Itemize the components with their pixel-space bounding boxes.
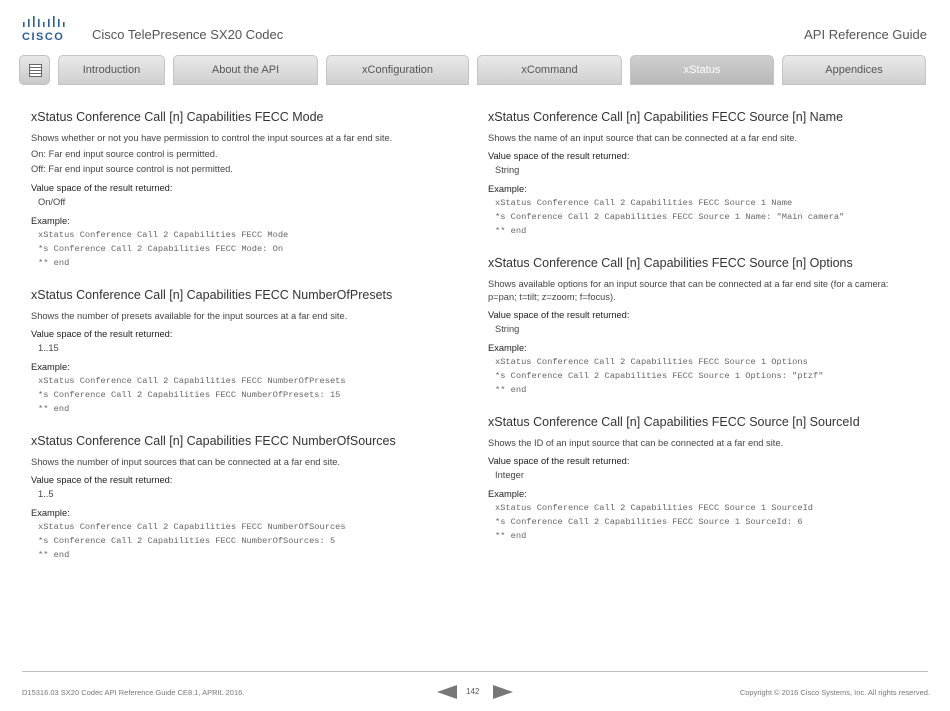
code-line: xStatus Conference Call 2 Capabilities FECC Mode: [38, 230, 289, 240]
section-description: Shows whether or not you have permission to control the input sources at a far end site.: [31, 133, 393, 143]
code-line: xStatus Conference Call 2 Capabilities FECC NumberOfSources: [38, 522, 346, 532]
section-description: Shows the number of presets available for the input sources at a far end site.: [31, 311, 348, 321]
section-note: On: Far end input source control is permitted.: [31, 149, 218, 159]
value-space-value: Integer: [495, 470, 524, 480]
code-line: *s Conference Call 2 Capabilities FECC NumberOfSources: 5: [38, 536, 336, 546]
value-space-value: On/Off: [38, 197, 66, 207]
code-line: *s Conference Call 2 Capabilities FECC Source 1 SourceId: 6: [495, 517, 803, 527]
section-description: Shows the ID of an input source that can be connected at a far end site.: [488, 438, 784, 448]
value-space-value: 1..5: [38, 489, 54, 499]
footer-doc-id: D15316.03 SX20 Codec API Reference Guide CE8.1, APRIL 2016.: [22, 688, 245, 697]
code-line: ** end: [495, 226, 527, 236]
code-line: *s Conference Call 2 Capabilities FECC Mode: On: [38, 244, 284, 254]
code-line: xStatus Conference Call 2 Capabilities FECC Source 1 Name: [495, 198, 793, 208]
example-label: Example:: [31, 508, 70, 518]
doc-title: Cisco TelePresence SX20 Codec: [92, 27, 284, 42]
example-label: Example:: [488, 184, 527, 194]
example-label: Example:: [31, 362, 70, 372]
section-fecc-mode: [31, 110, 451, 270]
section-title: xStatus Conference Call [n] Capabilities FECC NumberOfPresets: [31, 288, 393, 302]
example-label: Example:: [31, 216, 70, 226]
example-label: Example:: [488, 489, 527, 499]
menu-icon: [29, 64, 42, 77]
code-line: *s Conference Call 2 Capabilities FECC Source 1 Name: "Main camera": [495, 212, 845, 222]
right-column: [488, 110, 898, 561]
section-title: xStatus Conference Call [n] Capabilities FECC NumberOfSources: [31, 434, 396, 448]
value-space-label: Value space of the result returned:: [31, 183, 173, 193]
code-line: xStatus Conference Call 2 Capabilities FECC Source 1 SourceId: [495, 503, 814, 513]
value-space-value: 1..15: [38, 343, 59, 353]
tab-appendices[interactable]: Appendices: [782, 55, 926, 85]
value-space-label: Value space of the result returned:: [488, 151, 630, 161]
toc-button[interactable]: [19, 55, 50, 85]
section-description: Shows available options for an input source that can be connected at a far end site (for a camera: p=pan; t=tilt; z=zoom; f=focus).: [488, 279, 889, 302]
value-space-label: Value space of the result returned:: [31, 329, 173, 339]
code-line: ** end: [38, 404, 70, 414]
tab-introduction[interactable]: Introduction: [58, 55, 165, 85]
section-note: Off: Far end input source control is not permitted.: [31, 164, 233, 174]
value-space-label: Value space of the result returned:: [31, 475, 173, 485]
example-label: Example:: [488, 343, 527, 353]
code-line: xStatus Conference Call 2 Capabilities FECC NumberOfPresets: [38, 376, 346, 386]
value-space-value: String: [495, 165, 520, 175]
section-fecc-number-of-presets: [31, 288, 451, 416]
section-title: xStatus Conference Call [n] Capabilities FECC Source [n] SourceId: [488, 415, 860, 429]
code-line: ** end: [38, 550, 70, 560]
section-fecc-source-options: [488, 256, 898, 397]
code-line: *s Conference Call 2 Capabilities FECC NumberOfPresets: 15: [38, 390, 341, 400]
tab-navigation: [0, 55, 950, 85]
left-column: [31, 110, 451, 580]
next-page-arrow-icon[interactable]: [493, 685, 513, 699]
tab-about-the-api[interactable]: About the API: [173, 55, 318, 85]
section-description: Shows the number of input sources that can be connected at a far end site.: [31, 457, 341, 467]
cisco-bridge-icon: [22, 15, 66, 29]
value-space-value: String: [495, 324, 520, 334]
previous-page-arrow-icon[interactable]: [437, 685, 457, 699]
cisco-wordmark: CISCO: [22, 31, 65, 43]
code-line: xStatus Conference Call 2 Capabilities FECC Source 1 Options: [495, 357, 808, 367]
code-line: ** end: [495, 531, 527, 541]
cisco-logo: [22, 15, 66, 41]
footer-copyright: Copyright © 2016 Cisco Systems, Inc. All rights reserved.: [739, 688, 930, 697]
guide-title: API Reference Guide: [804, 27, 927, 42]
tab-xstatus[interactable]: xStatus: [630, 55, 774, 85]
code-line: ** end: [38, 258, 70, 268]
section-fecc-source-sourceid: [488, 415, 898, 543]
section-description: Shows the name of an input source that can be connected at a far end site.: [488, 133, 798, 143]
value-space-label: Value space of the result returned:: [488, 456, 630, 466]
footer-divider: [22, 671, 928, 672]
code-line: *s Conference Call 2 Capabilities FECC Source 1 Options: "ptzf": [495, 371, 824, 381]
header: [0, 0, 950, 50]
section-title: xStatus Conference Call [n] Capabilities FECC Source [n] Options: [488, 256, 853, 270]
code-line: ** end: [495, 385, 527, 395]
section-title: xStatus Conference Call [n] Capabilities FECC Mode: [31, 110, 324, 124]
tab-xconfiguration[interactable]: xConfiguration: [326, 55, 469, 85]
section-fecc-number-of-sources: [31, 434, 451, 562]
page-number: 142: [466, 687, 480, 696]
section-fecc-source-name: [488, 110, 898, 238]
tab-xcommand[interactable]: xCommand: [477, 55, 622, 85]
value-space-label: Value space of the result returned:: [488, 310, 630, 320]
section-title: xStatus Conference Call [n] Capabilities FECC Source [n] Name: [488, 110, 844, 124]
